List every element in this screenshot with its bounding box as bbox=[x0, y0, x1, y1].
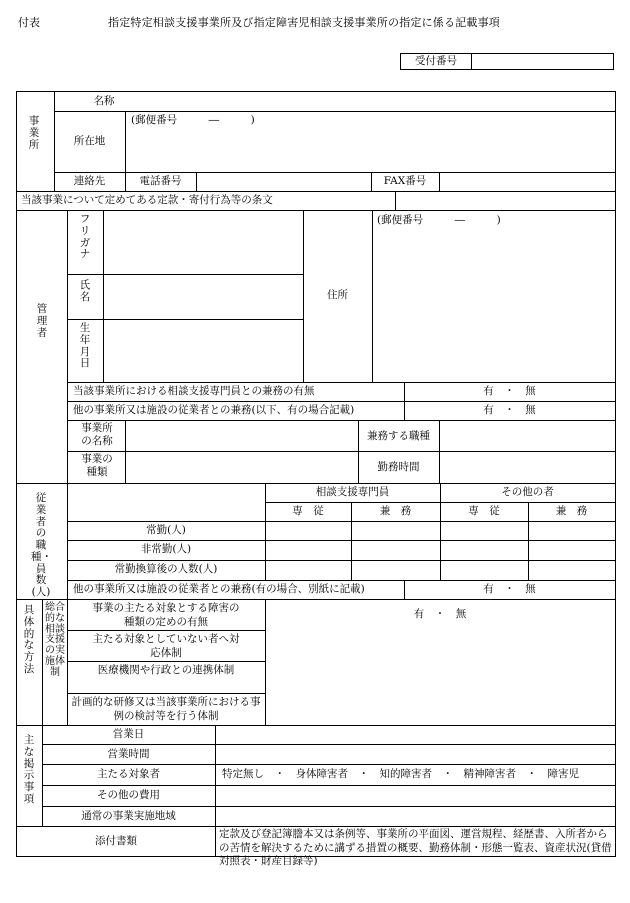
rule bbox=[67, 580, 615, 581]
rule bbox=[42, 764, 615, 765]
rule bbox=[67, 210, 68, 599]
target-label: 主たる対象者 bbox=[97, 768, 160, 780]
rule bbox=[395, 191, 396, 210]
birth-date-label: 生年月日 bbox=[79, 322, 91, 370]
rule bbox=[67, 599, 68, 725]
rule bbox=[67, 521, 615, 522]
name-label: 名称 bbox=[93, 95, 115, 107]
rule bbox=[17, 599, 615, 600]
method-item-3: 医療機関や行政との連携体制 bbox=[97, 664, 235, 676]
section-staff: 従業者の職種・員数(人) bbox=[31, 492, 52, 598]
job-type-label: 兼務する職種 bbox=[367, 430, 430, 442]
rule bbox=[42, 785, 615, 786]
other-costs-label: その他の費用 bbox=[97, 789, 160, 801]
business-type-label: 事業の種類 bbox=[81, 453, 113, 478]
row-part-time: 非常勤(人) bbox=[140, 543, 192, 555]
row-full-time: 常勤(人) bbox=[146, 524, 186, 536]
section-methods-outer: 具体的な方法 bbox=[23, 604, 35, 675]
rule bbox=[67, 540, 615, 541]
target-options[interactable]: 特定無し ・ 身体障害者 ・ 知的障害者 ・ 精神障害者 ・ 障害児 bbox=[222, 768, 579, 780]
concurrent-other-yes-no[interactable]: 有 ・ 無 bbox=[483, 404, 536, 416]
person-name-label: 氏名 bbox=[79, 279, 91, 303]
name-field[interactable] bbox=[125, 93, 615, 111]
receipt-number-box bbox=[400, 53, 614, 70]
concurrent-consultant-yes-no[interactable]: 有 ・ 無 bbox=[483, 385, 536, 397]
rule bbox=[17, 725, 615, 726]
rule bbox=[439, 172, 440, 191]
manager-postal-code: (郵便番号 ― ) bbox=[377, 214, 501, 226]
other-concurrent-label: 他の事業所又は施設の従業者との兼務(有の場合、別紙に記載) bbox=[73, 583, 365, 595]
rule bbox=[17, 483, 615, 484]
rule bbox=[103, 210, 104, 382]
attachments-label: 添付書類 bbox=[95, 835, 137, 847]
service-area-label: 通常の事業実施地域 bbox=[81, 810, 176, 822]
business-hours-label: 営業時間 bbox=[107, 748, 150, 760]
col-other-concurrent: 兼 務 bbox=[555, 505, 588, 517]
rule bbox=[67, 630, 265, 631]
furigana-label: フリガナ bbox=[79, 213, 91, 261]
receipt-number-field[interactable] bbox=[472, 54, 613, 69]
rule bbox=[17, 191, 615, 192]
manager-address-label: 住所 bbox=[327, 289, 348, 301]
address-label: 所在地 bbox=[73, 135, 106, 147]
section-methods-inner: 総合的な相談支援の実施体制 bbox=[45, 602, 65, 678]
row-fte: 常勤換算後の人数(人) bbox=[114, 563, 218, 575]
phone-label: 電話番号 bbox=[139, 175, 182, 187]
method-item-1: 事業の主たる対象とする障害の種類の定めの有無 bbox=[92, 602, 240, 629]
rule bbox=[54, 111, 615, 112]
fax-label: FAX番号 bbox=[383, 175, 427, 187]
rule bbox=[215, 725, 216, 857]
postal-code: (郵便番号 ― ) bbox=[131, 114, 255, 126]
receipt-number-label: 受付番号 bbox=[401, 54, 472, 69]
form-table bbox=[16, 91, 616, 868]
rule bbox=[372, 210, 373, 382]
rule bbox=[67, 693, 265, 694]
col-consultant-full: 専 従 bbox=[292, 505, 324, 517]
rule bbox=[17, 210, 615, 211]
section-jigyosho: 事業所 bbox=[28, 115, 40, 151]
concurrent-other-label: 他の事業所又は施設の従業者との兼務(以下、有の場合記載) bbox=[73, 404, 355, 416]
other-concurrent-yes-no[interactable]: 有 ・ 無 bbox=[483, 583, 536, 595]
working-hours-label: 勤務時間 bbox=[377, 461, 420, 473]
form-title: 指定特定相談支援事業所及び指定障害児相談支援事業所の指定に係る記載事項 bbox=[108, 16, 500, 29]
method-item-2: 主たる対象としていない者へ対応体制 bbox=[92, 633, 240, 660]
method-item-1-yes-no[interactable]: 有 ・ 無 bbox=[413, 608, 467, 620]
rule bbox=[54, 172, 615, 173]
rule bbox=[67, 560, 615, 561]
rule bbox=[67, 420, 615, 421]
col-consultant: 相談支援専門員 bbox=[315, 486, 390, 498]
business-days-label: 営業日 bbox=[112, 728, 145, 740]
articles-label: 当該事業について定めてある定款・寄付行為等の条文 bbox=[21, 194, 273, 206]
col-other: その他の者 bbox=[501, 486, 554, 498]
concurrent-consultant-label: 当該事業所における相談支援専門員との兼務の有無 bbox=[73, 385, 315, 397]
rule bbox=[67, 401, 615, 402]
method-item-4: 計画的な研修又は当該事業所における事例の検討等を行う体制 bbox=[71, 696, 261, 723]
rule bbox=[67, 451, 615, 452]
contact-label: 連絡先 bbox=[73, 175, 106, 187]
rule bbox=[125, 420, 126, 483]
rule bbox=[196, 172, 197, 191]
attachments-text: 定款及び登記簿謄本又は条例等、事業所の平面図、運営規程、経歴書、入所者からの苦情を解決するために講ずる措置の概要、勤務体制・形態一覧表、資産状況(貸借対照表・財産目録等) bbox=[219, 828, 612, 868]
rule bbox=[42, 744, 615, 745]
rule bbox=[42, 806, 615, 807]
col-other-full: 専 従 bbox=[468, 505, 500, 517]
section-display: 主な掲示事項 bbox=[23, 734, 35, 805]
rule bbox=[439, 420, 440, 483]
section-kanrisha: 管理者 bbox=[36, 303, 48, 339]
form-attachment-label: 付表 bbox=[18, 16, 40, 29]
col-consultant-concurrent: 兼 務 bbox=[379, 505, 412, 517]
rule bbox=[17, 826, 615, 827]
office-name-label: 事業所の名称 bbox=[81, 422, 113, 447]
rule bbox=[67, 382, 615, 383]
rule bbox=[67, 661, 265, 662]
